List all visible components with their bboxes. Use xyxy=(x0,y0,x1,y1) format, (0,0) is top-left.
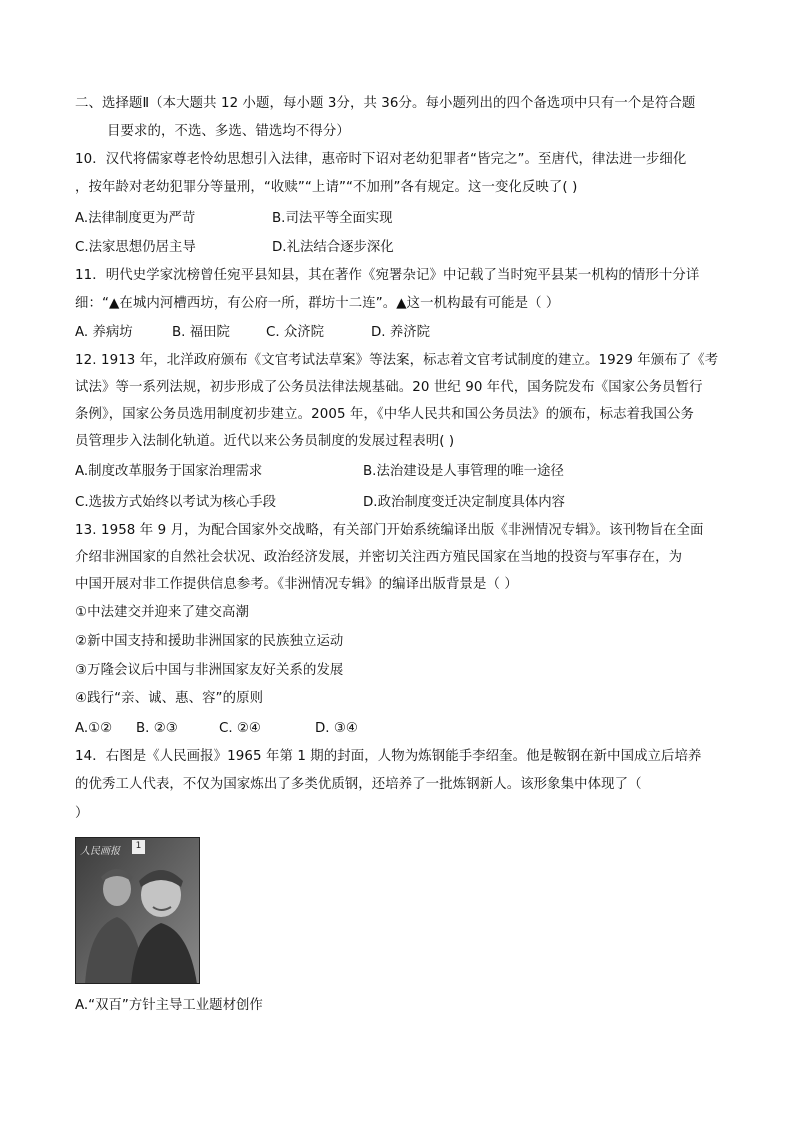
q10-option-c[interactable]: C.法家思想仍居主导 xyxy=(75,240,196,255)
q11-option-b[interactable]: B. 福田院 xyxy=(172,325,230,340)
q13-item-2: ②新中国支持和援助非洲国家的民族独立运动 xyxy=(75,634,344,649)
q14-stem: 14．右图是《人民画报》1965 年第 1 期的封面，人物为炼钢能手李绍奎。他是鞍钢在新中国成立后培养 xyxy=(75,749,702,764)
q12-stem: 12. 1913 年，北洋政府颁布《文官考试法草案》等法案，标志着文官考试制度的建立。1929 年颁布了《考 xyxy=(75,353,719,368)
q13-option-c[interactable]: C. ②④ xyxy=(219,721,261,736)
q12-stem-cont2: 条例》，国家公务员选用制度初步建立。2005 年，《中华人民共和国公务员法》的颁布，标志着我国公务 xyxy=(75,407,695,422)
q10-option-d[interactable]: D.礼法结合逐步深化 xyxy=(272,240,394,255)
q11-option-a[interactable]: A. 养病坊 xyxy=(75,325,133,340)
q14-stem-cont2: ） xyxy=(75,806,89,821)
q13-option-d[interactable]: D. ③④ xyxy=(315,721,358,736)
q13-option-a[interactable]: A.①② xyxy=(75,721,113,736)
section-heading-cont: 目要求的，不选、多选、错选均不得分） xyxy=(107,124,350,139)
q12-option-a[interactable]: A.制度改革服务于国家治理需求 xyxy=(75,464,263,479)
cover-issue-number: 1 xyxy=(132,840,145,854)
q10-option-a[interactable]: A.法律制度更为严苛 xyxy=(75,211,196,226)
q11-option-c[interactable]: C. 众济院 xyxy=(266,325,325,340)
q13-item-3: ③万隆会议后中国与非洲国家友好关系的发展 xyxy=(75,663,344,678)
q12-option-d[interactable]: D.政治制度变迁决定制度具体内容 xyxy=(363,495,566,510)
q12-option-b[interactable]: B.法治建设是人事管理的唯一途径 xyxy=(363,464,564,479)
q13-item-1: ①中法建交并迎来了建交高潮 xyxy=(75,605,249,620)
q13-stem-cont1: 介绍非洲国家的自然社会状况、政治经济发展，并密切关注西方殖民国家在当地的投资与军事存在，为 xyxy=(75,550,683,565)
magazine-cover-image xyxy=(75,837,200,984)
cover-masthead: 人民画报 xyxy=(80,846,120,857)
q14-stem-cont1: 的优秀工人代表，不仅为国家炼出了多类优质钢，还培养了一批炼钢新人。该形象集中体现了（ xyxy=(75,777,642,792)
q12-stem-cont1: 试法》等一系列法规，初步形成了公务员法律法规基础。20 世纪 90 年代，国务院发布《国家公务员暂行 xyxy=(75,380,703,395)
q10-stem-cont: ，按年龄对老幼犯罪分等量刑，“收赎”“上请”“不加刑”各有规定。这一变化反映了( ) xyxy=(75,180,578,195)
q10-option-b[interactable]: B.司法平等全面实现 xyxy=(272,211,393,226)
q11-option-d[interactable]: D. 养济院 xyxy=(371,325,430,340)
q13-option-b[interactable]: B. ②③ xyxy=(136,721,178,736)
q13-stem: 13. 1958 年 9 月，为配合国家外交战略，有关部门开始系统编译出版《非洲情况专辑》。该刊物旨在全面 xyxy=(75,523,704,538)
q14-option-a[interactable]: A.“双百”方针主导工业题材创作 xyxy=(75,998,263,1013)
q13-item-4: ④践行“亲、诚、惠、容”的原则 xyxy=(75,691,264,706)
q12-stem-cont3: 员管理步入法制化轨道。近代以来公务员制度的发展过程表明( ) xyxy=(75,434,455,449)
q12-option-c[interactable]: C.选拔方式始终以考试为核心手段 xyxy=(75,495,277,510)
q10-stem: 10．汉代将儒家尊老怜幼思想引入法律，惠帝时下诏对老幼犯罪者“皆完之”。至唐代，律法进一步细化 xyxy=(75,152,687,167)
q13-stem-cont2: 中国开展对非工作提供信息参考。《非洲情况专辑》的编译出版背景是（ ） xyxy=(75,577,518,592)
section-heading: 二、选择题Ⅱ（本大题共 12 小题，每小题 3分，共 36分。每小题列出的四个备选项中只有一个是符合题 xyxy=(75,96,696,111)
q11-stem: 11．明代史学家沈榜曾任宛平县知县，其在著作《宛署杂记》中记载了当时宛平县某一机构的情形十分详 xyxy=(75,268,700,283)
q11-stem-cont: 细：“▲在城内河槽西坊，有公府一所，群坊十二连”。▲这一机构最有可能是（ ） xyxy=(75,296,560,311)
